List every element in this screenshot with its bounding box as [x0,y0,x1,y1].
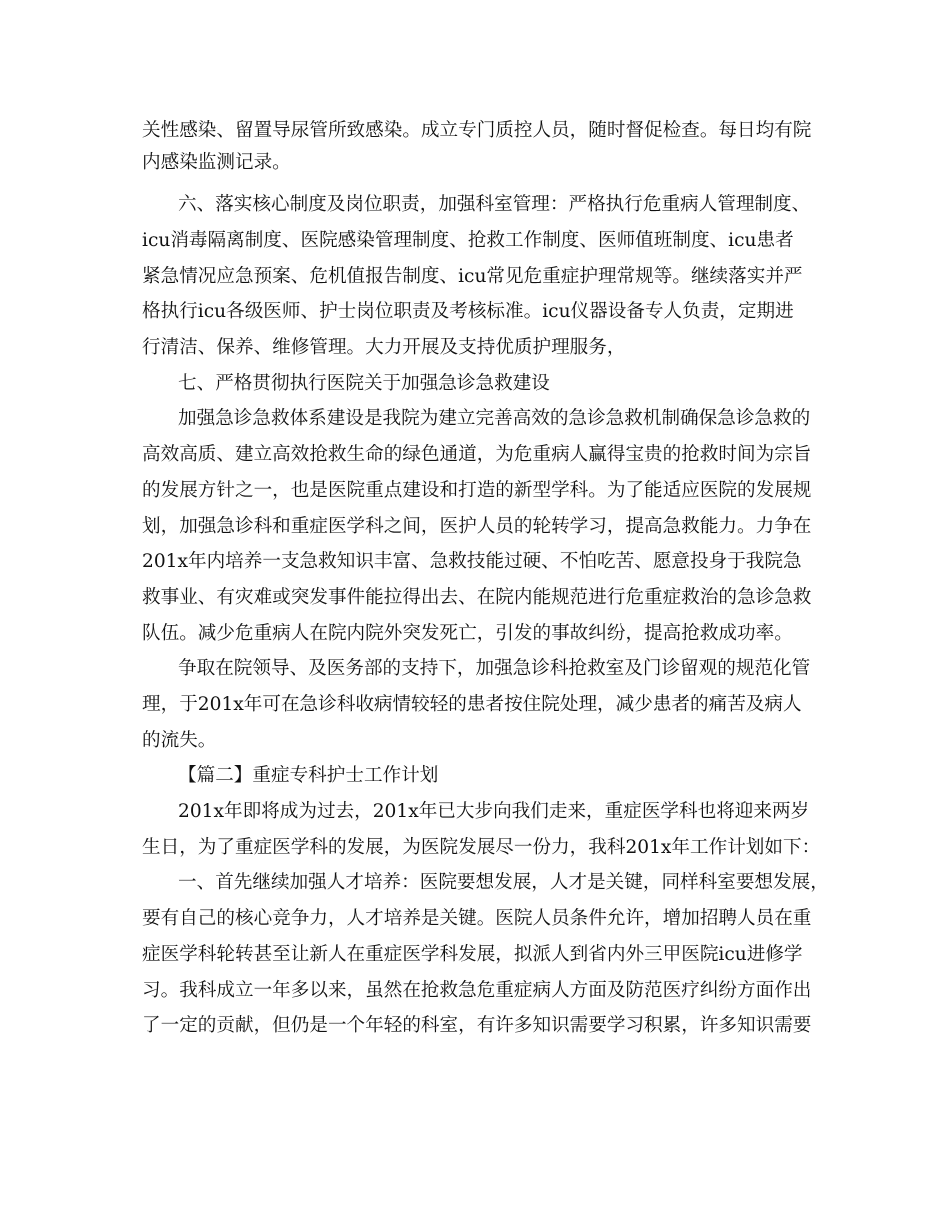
text-line: icu消毒隔离制度、医院感染管理制度、抢救工作制度、医师值班制度、icu患者 [142,230,794,251]
text-line: 救事业、有灾难或突发事件能拉得出去、在院内能规范进行危重症救治的急诊急救 [142,587,812,608]
text-line: 六、落实核心制度及岗位职责，加强科室管理：严格执行危重病人管理制度、 [178,194,811,215]
text-line: 的流失。 [142,730,217,751]
text-line: 要有自己的核心竞争力，人才培养是关键。医院人员条件允许，增加招聘人员在重 [142,908,812,929]
text-line: 症医学科轮转甚至让新人在重症医学科发展，拟派人到省内外三甲医院icu进修学 [142,944,803,965]
text-line: 了一定的贡献，但仍是一个年轻的科室，有许多知识需要学习积累，许多知识需要 [142,1015,812,1036]
section-heading: 七、严格贯彻执行医院关于加强急诊急救建设 [178,373,550,394]
text-line: 一、首先继续加强人才培养：医院要想发展，人才是关键，同样科室要想发展， [178,872,829,893]
text-line: 201x年内培养一支急救知识丰富、急救技能过硬、不怕吃苦、愿意投身于我院急 [142,551,802,572]
section-heading: 【篇二】重症专科护士工作计划 [178,765,439,786]
text-line: 行清洁、保养、维修管理。大力开展及支持优质护理服务， [142,337,626,358]
text-line: 习。我科成立一年多以来，虽然在抢救急危重症病人方面及防范医疗纠纷方面作出 [142,980,812,1001]
text-line: 高效高质、建立高效抢救生命的绿色通道，为危重病人赢得宝贵的抢救时间为宗旨 [142,444,812,465]
text-line: 争取在院领导、及医务部的支持下，加强急诊科抢救室及门诊留观的规范化管 [178,658,811,679]
text-line: 内感染监测记录。 [142,152,291,173]
text-line: 的发展方针之一，也是医院重点建设和打造的新型学科。为了能适应医院的发展规 [142,480,812,501]
text-line: 加强急诊急救体系建设是我院为建立完善高效的急诊急救机制确保急诊急救的 [178,408,811,429]
text-line: 生日，为了重症医学科的发展，为医院发展尽一份力，我科201x年工作计划如下： [142,837,821,858]
text-line: 格执行icu各级医师、护士岗位职责及考核标准。icu仪器设备专人负责，定期进 [142,301,794,322]
text-line: 201x年即将成为过去，201x年已大步向我们走来，重症医学科也将迎来两岁 [178,801,810,822]
text-line: 关性感染、留置导尿管所致感染。成立专门质控人员，随时督促检查。每日均有院 [142,120,812,141]
text-line: 紧急情况应急预案、危机值报告制度、icu常见危重症护理常规等。继续落实并严 [142,266,803,287]
text-line: 队伍。减少危重病人在院内院外突发死亡，引发的事故纠纷，提高抢救成功率。 [142,623,793,644]
text-line: 划，加强急诊科和重症医学科之间，医护人员的轮转学习，提高急救能力。力争在 [142,516,812,537]
text-line: 理，于201x年可在急诊科收病情较轻的患者按住院处理，减少患者的痛苦及病人 [142,694,802,715]
